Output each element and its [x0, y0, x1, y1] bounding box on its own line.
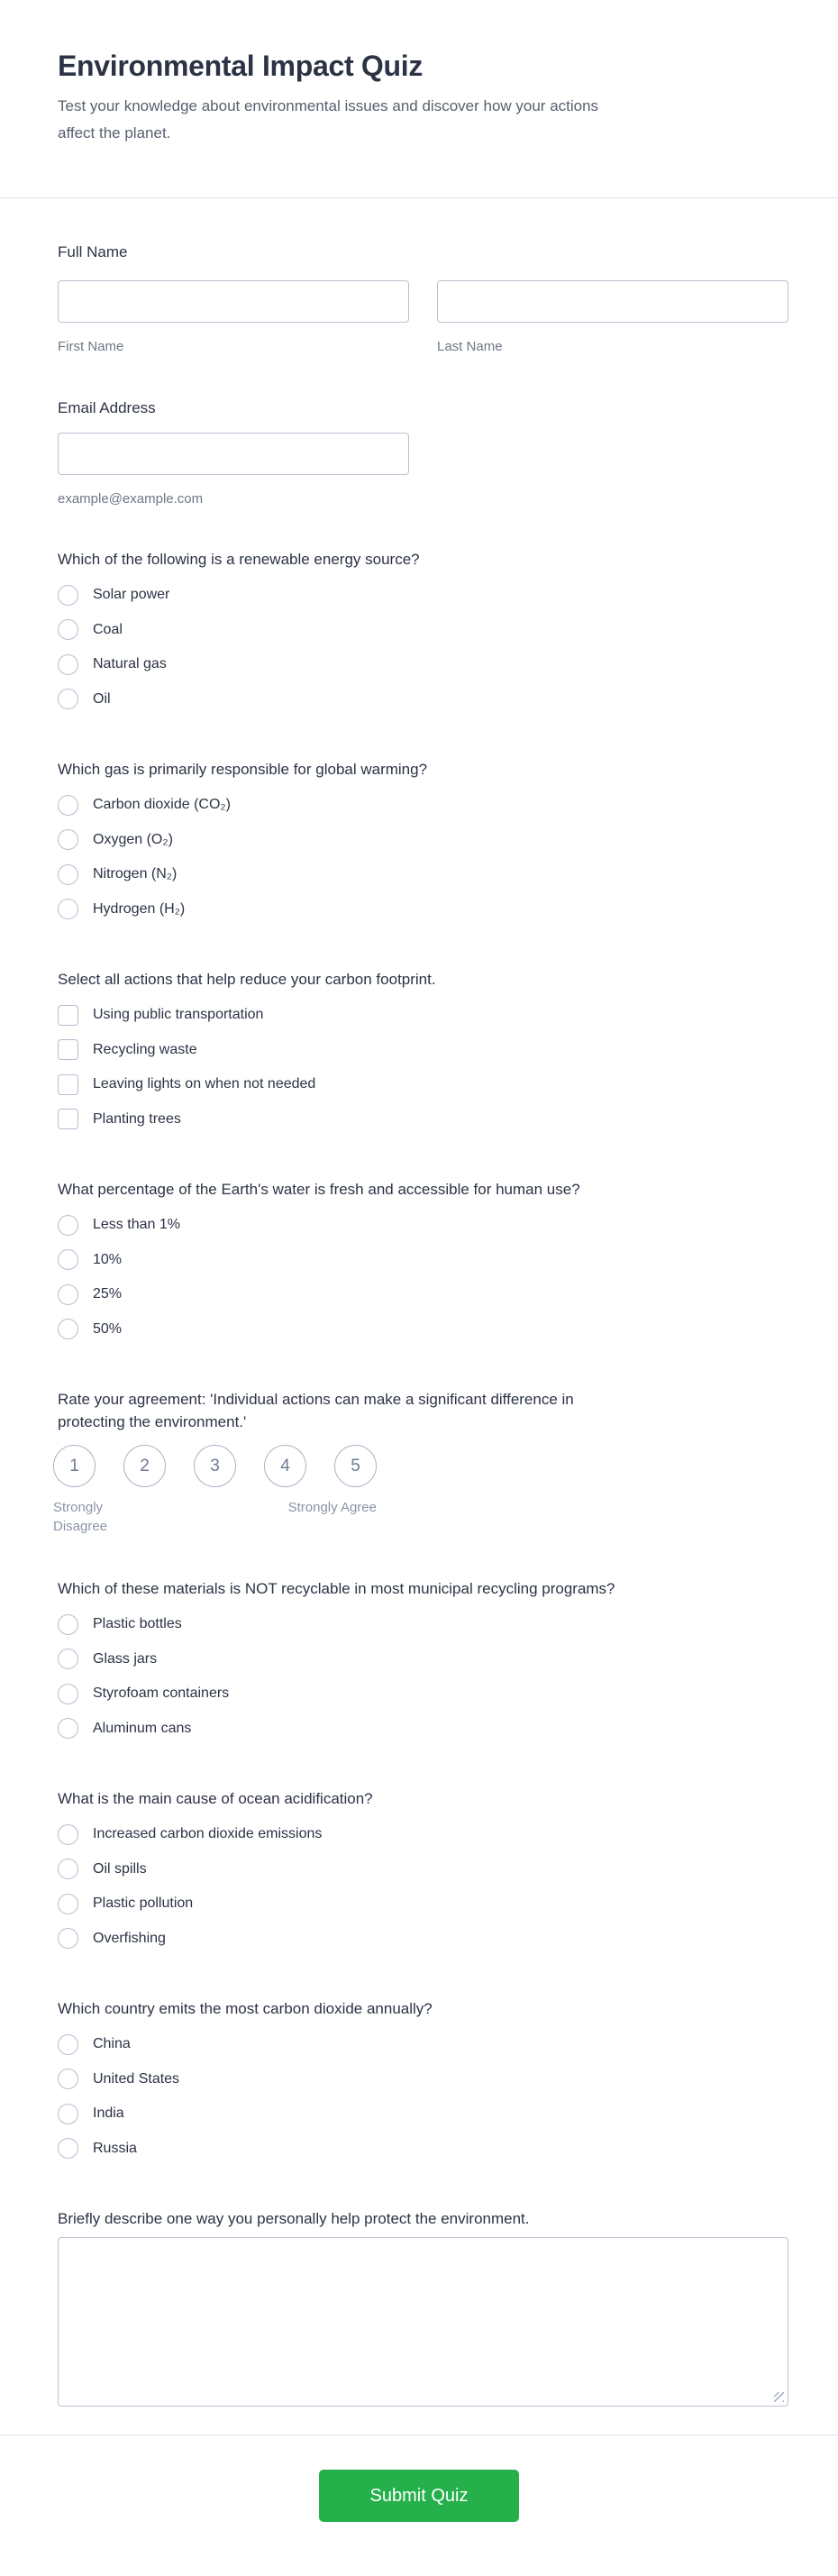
textarea-wrap	[58, 2237, 788, 2407]
options-list	[58, 578, 788, 717]
scale-labels	[53, 1498, 377, 1536]
radio-option[interactable]	[58, 788, 788, 823]
scale-option-2[interactable]	[123, 1445, 166, 1487]
option-label: Aluminum cans	[93, 1720, 192, 1736]
checkbox-icon[interactable]	[58, 1039, 78, 1060]
radio-icon[interactable]	[58, 1614, 78, 1635]
radio-option[interactable]	[58, 613, 788, 648]
radio-icon[interactable]	[58, 2069, 78, 2089]
radio-option[interactable]	[58, 2027, 788, 2062]
scale-value: 3	[210, 1456, 220, 1475]
full-name-label: Full Name	[58, 243, 128, 260]
option-label: Leaving lights on when not needed	[93, 1076, 316, 1092]
form-footer	[0, 2435, 838, 2561]
scale-value: 4	[280, 1456, 290, 1475]
radio-option[interactable]	[58, 1886, 788, 1922]
option-label: 10%	[93, 1251, 123, 1267]
radio-icon[interactable]	[58, 795, 78, 816]
options-list	[58, 1607, 788, 1746]
form-body	[0, 241, 838, 2407]
options-list	[58, 998, 788, 1137]
option-label: Planting trees	[93, 1110, 181, 1127]
radio-icon[interactable]	[58, 1684, 78, 1704]
radio-option[interactable]	[58, 1676, 788, 1712]
radio-option[interactable]	[58, 857, 788, 892]
question-carbon-footprint	[58, 968, 788, 1137]
question-label: Select all actions that help reduce your carbon footprint.	[58, 971, 436, 988]
last-name-sublabel: Last Name	[437, 339, 503, 354]
page-title: Environmental Impact Quiz	[58, 50, 424, 82]
radio-icon[interactable]	[58, 2138, 78, 2159]
scale-right-label: Strongly Agree	[287, 1500, 377, 1515]
scale-left-label: Strongly Disagree	[53, 1500, 108, 1534]
question-renewable-energy	[58, 548, 788, 717]
first-name-col	[58, 280, 409, 354]
question-describe-action	[58, 2207, 788, 2407]
radio-icon[interactable]	[58, 864, 78, 885]
radio-icon[interactable]	[58, 1249, 78, 1270]
scale-option-4[interactable]	[264, 1445, 306, 1487]
options-list	[58, 1208, 788, 1347]
checkbox-icon[interactable]	[58, 1074, 78, 1095]
radio-icon[interactable]	[58, 1824, 78, 1845]
option-label: Increased carbon dioxide emissions	[93, 1826, 323, 1842]
scale-value: 1	[69, 1456, 79, 1475]
scale-widget	[53, 1445, 377, 1536]
radio-option[interactable]	[58, 1243, 788, 1278]
option-label: Overfishing	[93, 1930, 166, 1946]
option-label: Russia	[93, 2140, 137, 2156]
radio-icon[interactable]	[58, 2034, 78, 2055]
radio-option[interactable]	[58, 578, 788, 613]
option-label: Less than 1%	[93, 1217, 180, 1233]
option-label: Hydrogen (H₂)	[93, 900, 186, 917]
checkbox-icon[interactable]	[58, 1005, 78, 1026]
option-label: 25%	[93, 1286, 123, 1302]
radio-option[interactable]	[58, 1642, 788, 1677]
scale-option-3[interactable]	[194, 1445, 236, 1487]
option-label: Oxygen (O₂)	[93, 831, 173, 847]
option-label: China	[93, 2036, 131, 2052]
question-label: Which of these materials is NOT recyclable in most municipal recycling programs?	[58, 1580, 615, 1597]
checkbox-option[interactable]	[58, 1067, 788, 1102]
question-country-emissions	[58, 1997, 788, 2166]
radio-icon[interactable]	[58, 585, 78, 606]
email-sublabel: example@example.com	[58, 491, 204, 507]
name-row	[58, 280, 788, 354]
checkbox-option[interactable]	[58, 998, 788, 1033]
radio-icon[interactable]	[58, 1859, 78, 1879]
radio-icon[interactable]	[58, 619, 78, 640]
option-label: Oil spills	[93, 1860, 147, 1877]
options-list	[58, 2027, 788, 2166]
radio-icon[interactable]	[58, 899, 78, 919]
radio-option[interactable]	[58, 2062, 788, 2097]
question-label: Which country emits the most carbon dioxide annually?	[58, 2000, 433, 2017]
field-full-name	[58, 241, 788, 354]
email-wrap	[58, 433, 788, 507]
radio-icon[interactable]	[58, 2104, 78, 2124]
scale-row	[53, 1445, 377, 1487]
option-label: Using public transportation	[93, 1007, 264, 1023]
email-label: Email Address	[58, 399, 156, 416]
form-header	[0, 0, 838, 147]
scale-value: 5	[351, 1456, 360, 1475]
option-label: Nitrogen (N₂)	[93, 866, 178, 882]
question-label: What is the main cause of ocean acidification?	[58, 1790, 373, 1807]
option-label: Carbon dioxide (CO₂)	[93, 797, 231, 813]
radio-option[interactable]	[58, 1712, 788, 1747]
scale-value: 2	[140, 1456, 150, 1475]
option-label: Solar power	[93, 587, 170, 603]
radio-option[interactable]	[58, 1922, 788, 1957]
question-warming-gas	[58, 758, 788, 927]
last-name-col	[437, 280, 788, 354]
checkbox-option[interactable]	[58, 1033, 788, 1068]
radio-icon[interactable]	[58, 1284, 78, 1305]
option-label: Recycling waste	[93, 1041, 197, 1057]
question-agreement-scale	[53, 1388, 788, 1536]
radio-icon[interactable]	[58, 1718, 78, 1739]
question-label: Which gas is primarily responsible for global warming?	[58, 761, 428, 778]
option-label: Styrofoam containers	[93, 1685, 230, 1702]
option-label: Oil	[93, 690, 111, 707]
scale-option-1[interactable]	[53, 1445, 96, 1487]
describe-action-textarea[interactable]	[58, 2237, 788, 2407]
scale-option-5[interactable]	[334, 1445, 377, 1487]
radio-option[interactable]	[58, 1607, 788, 1642]
question-label: What percentage of the Earth's water is fresh and accessible for human use?	[58, 1181, 580, 1198]
field-email	[58, 397, 788, 507]
header-divider	[0, 197, 838, 198]
radio-option[interactable]	[58, 892, 788, 927]
option-label: United States	[93, 2070, 180, 2087]
question-label: Which of the following is a renewable energy source?	[58, 551, 420, 568]
radio-option[interactable]	[58, 823, 788, 858]
question-label: Rate your agreement: 'Individual actions can make a significant difference in protecting the environment.'	[58, 1391, 574, 1430]
question-fresh-water	[58, 1178, 788, 1347]
radio-icon[interactable]	[58, 689, 78, 709]
radio-option[interactable]	[58, 1277, 788, 1312]
radio-option[interactable]	[58, 2132, 788, 2167]
email-input[interactable]	[58, 433, 409, 475]
question-label: Briefly describe one way you personally help protect the environment.	[58, 2210, 530, 2227]
first-name-sublabel: First Name	[58, 339, 124, 354]
radio-option[interactable]	[58, 1312, 788, 1347]
radio-option[interactable]	[58, 647, 788, 682]
option-label: 50%	[93, 1320, 123, 1337]
page-subtitle: Test your knowledge about environmental issues and discover how your actions affect the planet.	[58, 97, 599, 142]
question-not-recyclable	[58, 1577, 788, 1746]
option-label: Glass jars	[93, 1650, 158, 1667]
radio-option[interactable]	[58, 1208, 788, 1243]
radio-option[interactable]	[58, 682, 788, 717]
option-label: Natural gas	[93, 656, 167, 672]
first-name-input[interactable]	[58, 280, 409, 323]
radio-option[interactable]	[58, 1852, 788, 1887]
resize-handle-icon[interactable]	[774, 2392, 784, 2402]
radio-option[interactable]	[58, 1817, 788, 1852]
last-name-input[interactable]	[437, 280, 788, 323]
option-label: Plastic pollution	[93, 1895, 194, 1912]
checkbox-icon[interactable]	[58, 1109, 78, 1129]
radio-icon[interactable]	[58, 1649, 78, 1669]
radio-icon[interactable]	[58, 654, 78, 675]
question-ocean-acidification	[58, 1787, 788, 1956]
submit-quiz-button[interactable]: Submit Quiz	[319, 2470, 519, 2522]
radio-option[interactable]	[58, 2096, 788, 2132]
options-list	[58, 1817, 788, 1956]
radio-icon[interactable]	[58, 1319, 78, 1339]
options-list	[58, 788, 788, 927]
checkbox-option[interactable]	[58, 1102, 788, 1137]
radio-icon[interactable]	[58, 1215, 78, 1236]
option-label: Coal	[93, 621, 123, 637]
radio-icon[interactable]	[58, 1894, 78, 1914]
radio-icon[interactable]	[58, 829, 78, 850]
option-label: India	[93, 2106, 124, 2122]
option-label: Plastic bottles	[93, 1616, 182, 1632]
radio-icon[interactable]	[58, 1928, 78, 1949]
